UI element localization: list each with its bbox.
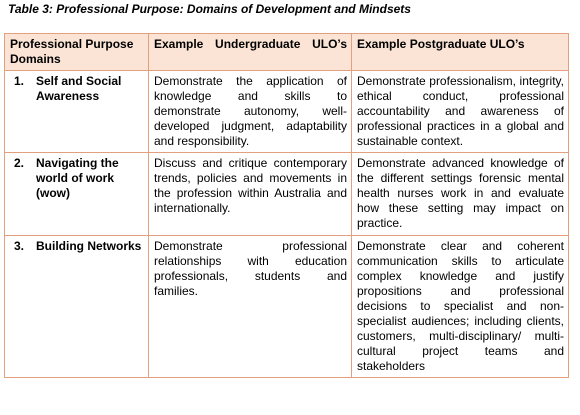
domain-number: 2. [14, 156, 25, 170]
table-caption: Table 3: Professional Purpose: Domains of Development and Mindsets [8, 2, 411, 16]
postgrad-ulo-cell: Demonstrate clear and coherent communication skills to articulate complex knowledge and justify propositions and professional decisions to specialist and non-specialist audiences; including clients, customers, multi-disciplinary/ multi-cultural project teams and stakeholders [352, 236, 569, 378]
header-undergrad [149, 34, 352, 71]
header-postgrad-label: Example Postgraduate ULO’s [357, 37, 525, 51]
header-undergrad-label: Example Undergraduate ULO’s [154, 37, 347, 51]
domain-cell [5, 71, 149, 153]
domain-label: Navigating the world of work (wow) [36, 156, 119, 200]
undergrad-ulo-cell: Demonstrate professional relationships with education professionals, students and families. [149, 236, 352, 378]
domain-label: Building Networks [36, 239, 142, 253]
domain-cell [5, 153, 149, 236]
header-domains [5, 34, 149, 71]
table-row [5, 71, 569, 153]
table-row [5, 236, 569, 378]
header-postgrad [352, 34, 569, 71]
header-domains-label: Professional Purpose Domains [10, 37, 134, 66]
table-row [5, 153, 569, 236]
domain-cell [5, 236, 149, 378]
ulo-table [4, 33, 569, 378]
postgrad-ulo-cell: Demonstrate professionalism, integrity, ethical conduct, professional accountability and awareness of professional practices in a global and sustainable context. [352, 71, 569, 153]
undergrad-ulo-cell: Demonstrate the application of knowledge and skills to demonstrate autonomy, well-developed judgment, adaptability and responsibility. [149, 71, 352, 153]
domain-number: 1. [14, 74, 25, 88]
table-header-row [5, 34, 569, 71]
postgrad-ulo-cell: Demonstrate advanced knowledge of the different settings forensic mental health nurses work in and evaluate how these setting may impact on practice. [352, 153, 569, 236]
undergrad-ulo-cell: Discuss and critique contemporary trends, policies and movements in the profession within Australia and internationally. [149, 153, 352, 236]
domain-label: Self and Social Awareness [36, 74, 122, 103]
domain-number: 3. [14, 239, 25, 253]
